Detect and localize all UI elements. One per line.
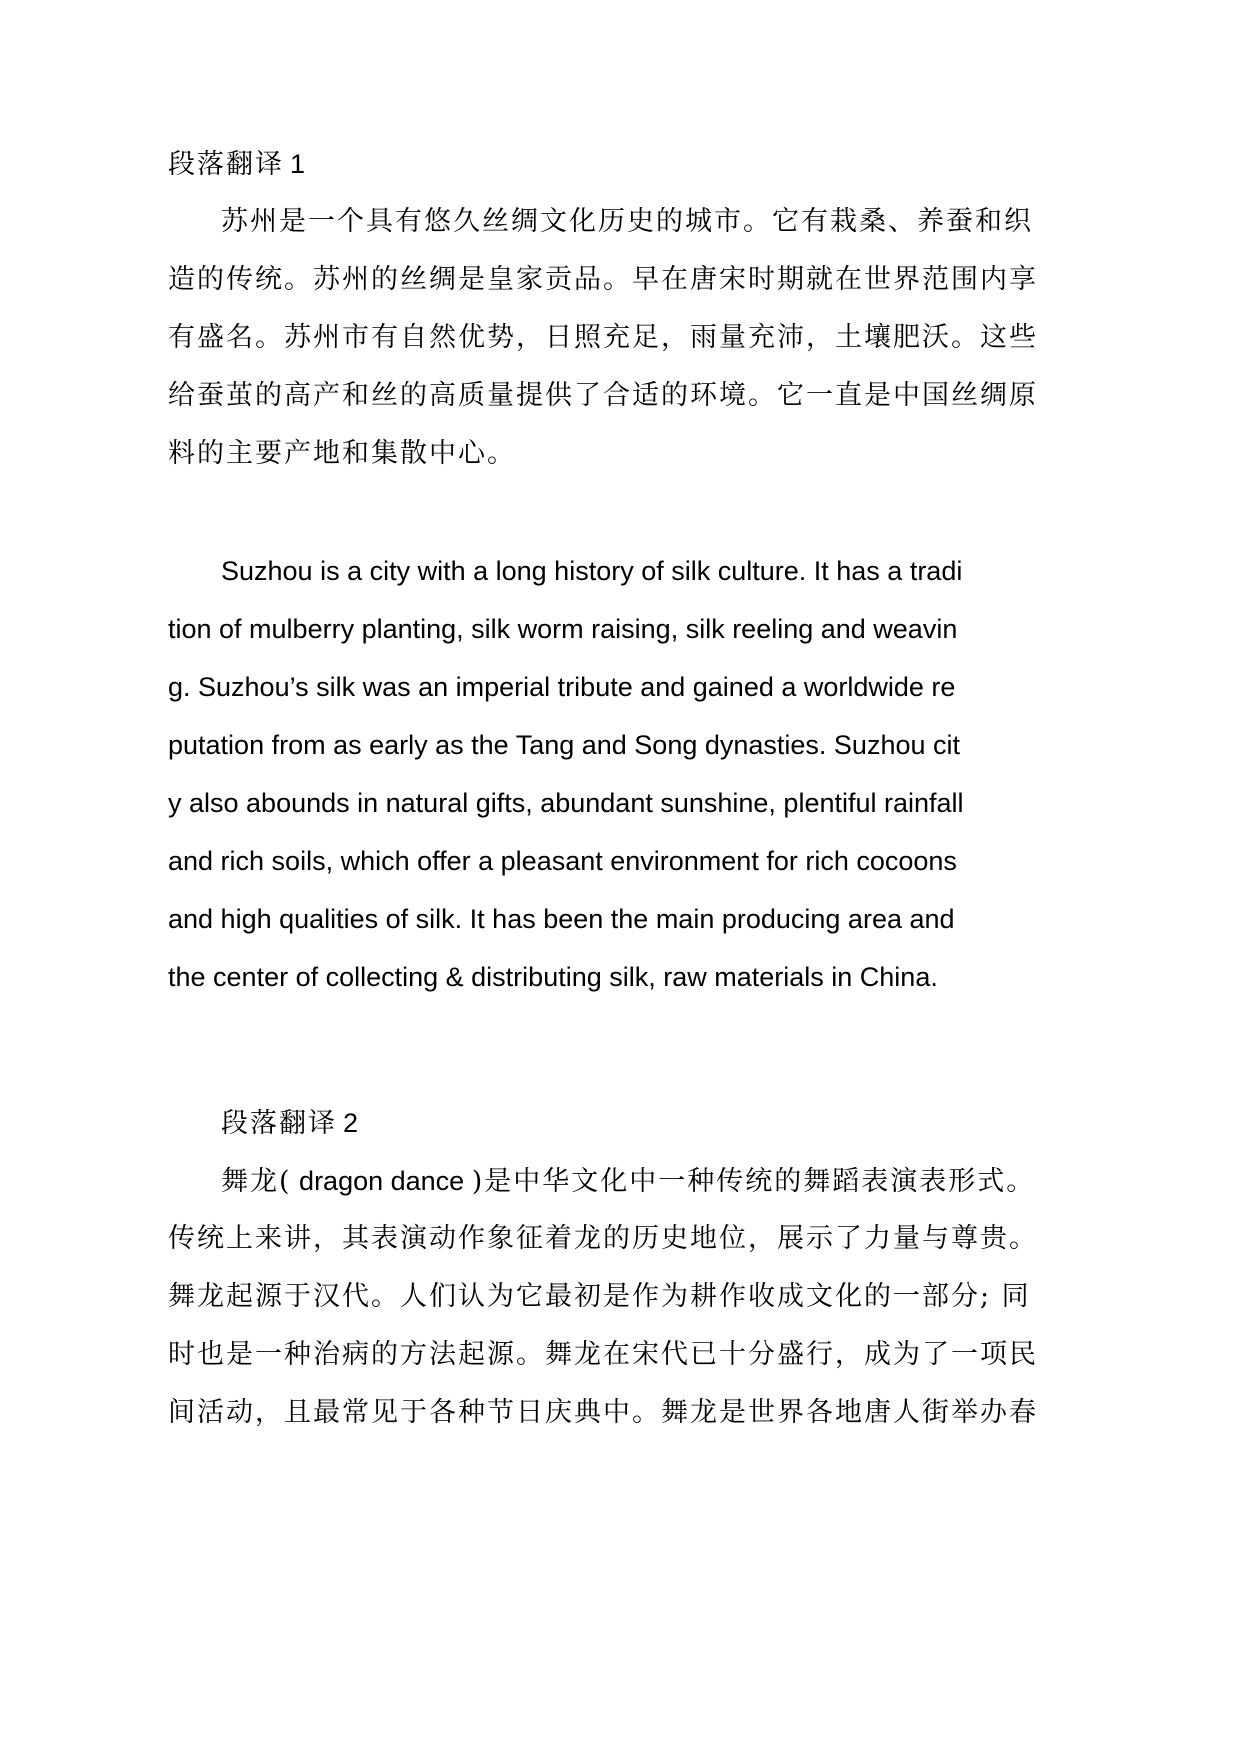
section-1-zh-line: 料的主要产地和集散中心。 (168, 438, 516, 469)
section-1-zh-line: 苏州是一个具有悠久丝绸文化历史的城市。它有栽桑、养蚕和织 (221, 206, 1033, 237)
section-1-en-line: y also abounds in natural gifts, abundant sunshine, plentiful rainfall (168, 788, 964, 818)
section-2-first-line-suffix: )是中华文化中一种传统的舞蹈表演表形式。 (471, 1166, 1036, 1197)
section-1-en-line: g. Suzhou’s silk was an imperial tribute and gained a worldwide re (168, 672, 956, 702)
section-2-heading-number: 2 (343, 1108, 359, 1138)
section-1-heading-number: 1 (290, 149, 306, 179)
section-1-en-line: and rich soils, which offer a pleasant environment for rich cocoons (168, 846, 957, 876)
section-1-en-line: Suzhou is a city with a long history of silk culture. It has a tradi (221, 556, 963, 586)
section-2-first-line-latin: dragon dance (291, 1166, 472, 1196)
section-2-zh-line: 舞龙起源于汉代。人们认为它最初是作为耕作收成文化的一部分; 同 (168, 1281, 1031, 1312)
section-1-en-line: and high qualities of silk. It has been the main producing area and (168, 904, 955, 934)
section-1-en-line: the center of collecting & distributing silk, raw materials in China. (168, 962, 938, 992)
section-1-heading-text: 段落翻译 (168, 149, 284, 180)
section-1-zh-line: 给蚕茧的高产和丝的高质量提供了合适的环境。它一直是中国丝绸原 (168, 380, 1038, 411)
section-2-first-line-prefix: 舞龙( (221, 1166, 292, 1197)
section-1-heading (168, 144, 305, 184)
section-2-zh-line: 传统上来讲，其表演动作象征着龙的历史地位，展示了力量与尊贵。 (168, 1223, 1038, 1254)
section-2-zh-first-line (221, 1161, 1035, 1201)
section-2-heading (221, 1103, 358, 1143)
section-1-zh-line: 造的传统。苏州的丝绸是皇家贡品。早在唐宋时期就在世界范围内享 (168, 264, 1038, 295)
section-2-zh-line: 间活动，且最常见于各种节日庆典中。舞龙是世界各地唐人街举办春 (168, 1397, 1038, 1428)
section-2-heading-text: 段落翻译 (221, 1108, 337, 1139)
section-2-zh-line: 时也是一种治病的方法起源。舞龙在宋代已十分盛行，成为了一项民 (168, 1339, 1038, 1370)
section-1-zh-line: 有盛名。苏州市有自然优势，日照充足，雨量充沛，土壤肥沃。这些 (168, 322, 1038, 353)
section-1-en-line: putation from as early as the Tang and Song dynasties. Suzhou cit (168, 730, 960, 760)
section-1-en-line: tion of mulberry planting, silk worm raising, silk reeling and weavin (168, 614, 958, 644)
